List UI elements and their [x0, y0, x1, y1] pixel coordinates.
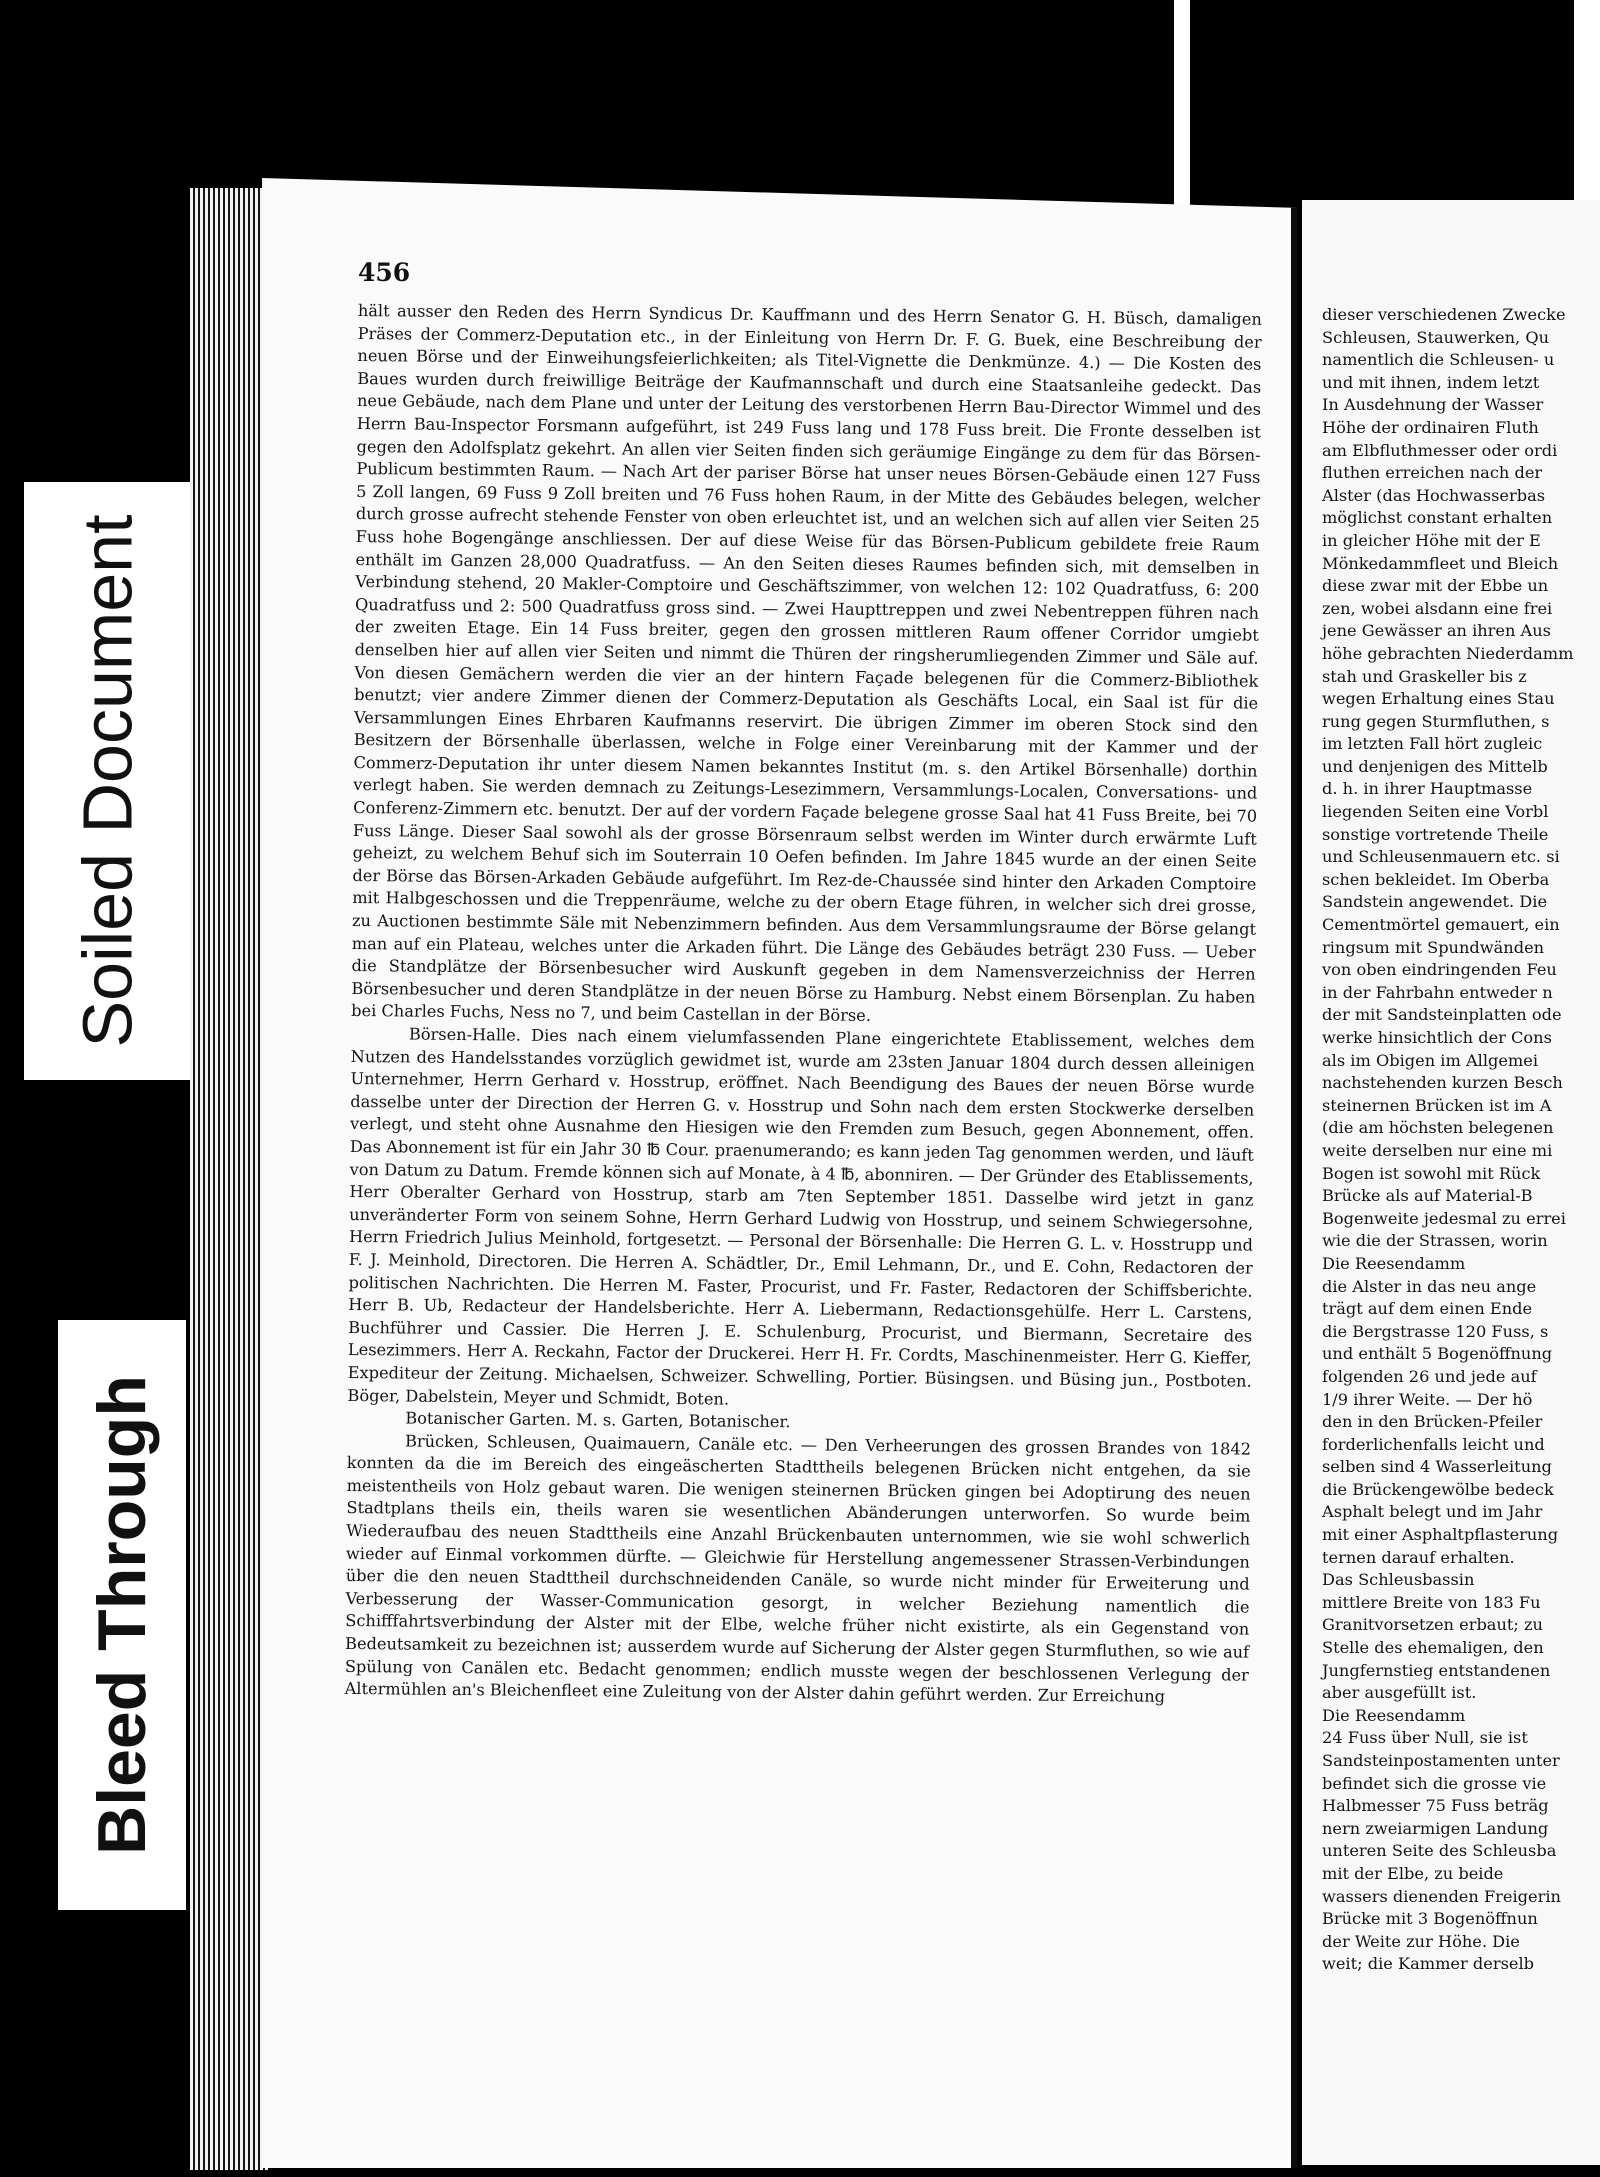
top-edge-strip: [1174, 0, 1190, 210]
right-page-line: Mönkedammfleet und Bleich: [1322, 553, 1559, 573]
right-page-line: der mit Sandsteinplatten ode: [1322, 1005, 1562, 1025]
right-page-line: rung gegen Sturmfluthen, s: [1322, 711, 1550, 731]
right-page-line: Bogen ist sowohl mit Rück: [1322, 1163, 1541, 1183]
right-page-line: in der Fahrbahn entweder n: [1322, 982, 1553, 1002]
right-page-line: Bogenweite jedesmal zu errei: [1322, 1208, 1566, 1228]
right-page-line: Granitvorsetzen erbaut; zu: [1322, 1615, 1543, 1635]
right-page-line: die Alster in das neu ange: [1322, 1276, 1537, 1296]
right-page-line: Das Schleusbassin: [1322, 1570, 1475, 1590]
right-page-line: nachstehenden kurzen Besch: [1322, 1073, 1563, 1093]
right-page-line: (die am höchsten belegenen: [1322, 1118, 1554, 1138]
right-page-line: steinernen Brücken ist im A: [1322, 1095, 1552, 1115]
right-page-line: nern zweiarmigen Landung: [1322, 1818, 1549, 1838]
right-page-line: die Bergstrasse 120 Fuss, s: [1322, 1321, 1549, 1341]
bleed-through-label: [58, 1320, 186, 1910]
right-page-line: fluthen erreichen nach der: [1322, 463, 1543, 483]
right-page-line: dieser verschiedenen Zwecke: [1322, 305, 1566, 324]
right-page-line: am Elbfluthmesser oder ordi: [1322, 440, 1558, 460]
right-page-line: Cementmörtel gemauert, ein: [1322, 915, 1560, 935]
right-page-line: mit der Elbe, zu beide: [1322, 1863, 1504, 1883]
right-page-line: Schleusen, Stauwerken, Qu: [1322, 327, 1550, 347]
right-page-line: wegen Erhaltung eines Stau: [1322, 689, 1555, 709]
right-page-line: zen, wobei alsdann eine frei: [1322, 598, 1553, 618]
right-page-line: Asphalt belegt und im Jahr: [1322, 1502, 1543, 1522]
right-page-line: aber ausgefüllt ist.: [1322, 1683, 1477, 1703]
right-page-line: der Weite zur Höhe. Die: [1322, 1931, 1520, 1951]
right-page-line: in gleicher Höhe mit der E: [1322, 530, 1541, 550]
right-page-line: Sandsteinpostamenten unter: [1322, 1751, 1560, 1770]
right-page-line: mit einer Asphaltpflasterung: [1322, 1525, 1559, 1545]
right-page-line: und enthält 5 Bogenöffnung: [1322, 1344, 1553, 1364]
right-page-line: 1/9 ihrer Weite. — Der hö: [1322, 1389, 1533, 1409]
right-page-line: wie die der Strassen, worin: [1322, 1231, 1548, 1251]
page-number: 456: [358, 258, 411, 287]
book-page-edges: [190, 188, 268, 2170]
right-page-line: Halbmesser 75 Fuss beträg: [1322, 1796, 1549, 1816]
paragraph-boersen-halle: Börsen-Halle. Dies nach einem vielumfassenden Plane eingerichtete Etablissement, welches dem Nutzen des Handelsstandes vorzüglich gewidmet ist, wurde am 23sten Januar 1804 durch dessen alleinigen Unternehmer, Herrn Gerhard v. Hosstrup, eröffnet. Nach Beendigung des Baues der neuen Börse wurde dasselbe unter der Direction der Herren G. v. Hosstrup und Sohn nach dem ersten Stockwerke derselben verlegt, und steht ohne Ausnahme den Hiesigen wie den Fremden zum Besuch, gegen Abonnement, offen. Das Abonnement ist für ein Jahr 30 ℔ Cour. praenumerando; es kann jeden Tag genommen werden, und läuft von Datum zu Datum. Fremde können sich auf Monate, à 4 ℔, abonniren. — Der Gründer des Etablissements, Herr Oberalter Gerhard von Hosstrup, starb am 7ten September 1851. Dasselbe wird jetzt in ganz unveränderter Form von seinem Sohne, Herrn Gerhard Ludwig von Hosstrup, und seinem Schwiegersohne, Herrn Friedrich Julius Meinhold, fortgesetzt. — Personal der Börsenhalle: Die Herren G. L. v. Hosstrupp und F. J. Meinhold, Directoren. Die Herren A. Schädtler, Dr., Emil Lehmann, Dr., und E. Cohn, Redactoren der politischen Nachrichten. Die Herren M. Faster, Procurist, und Fr. Faster, Redactoren der Schiffsberichte. Herr B. Ub, Redacteur der Handelsberichte. Herr A. Liebermann, Redactionsgehülfe. Herr L. Carstens, Buchführer und Cassier. Die Herren J. E. Schulenburg, Procurist, und Biermann, Secretaire des Lesezimmers. Herr A. Reckahn, Factor der Druckerei. Herr H. Fr. Cordts, Maschinenmeister. Herr G. Kieffer, Expediteur der Zeitung. Michaelsen, Schweizer. Schwelling, Portier. Büsingsen. und Büsing jun., Postboten. Böger, Dabelstein, Meyer und Schmidt, Boten.: [347, 1024, 1256, 1409]
right-page-line: weite derselben nur eine mi: [1322, 1140, 1553, 1160]
right-page-line: d. h. in ihrer Hauptmasse: [1322, 779, 1533, 799]
page-body-text: [345, 300, 1262, 1709]
right-page-line: liegenden Seiten eine Vorbl: [1322, 802, 1549, 822]
right-page-line: höhe gebrachten Niederdamm: [1322, 643, 1574, 663]
paragraph-boerse: hält ausser den Reden des Herrn Syndicus Dr. Kauffmann und des Herrn Senator G. H. Büsch, damaligen Präses der Commerz-Deputation etc., in der Einleitung von Herrn Dr. F. G. Buek, eine Beschreibung der neuen Börse und der Einweihungsfeierlichkeiten; als Titel-Vignette die Denkmünze. 4.) — Die Kosten des Baues wurden durch freiwillige Beiträge der Kaufmannschaft und durch eine Staatsanleihe gedeckt. Das neue Gebäude, nach dem Plane und unter der Leitung des verstorbenen Herrn Bau-Director Wimmel und des Herrn Bau-Inspector Forsmann aufgeführt, ist 249 Fuss lang und 178 Fuss breit. Die Fronte desselben ist gegen den Adolfsplatz gekehrt. An allen vier Seiten finden sich geräumige Eingänge zu dem für das Börsen-Publicum bestimmten Raum. — Nach Art der pariser Börse hat unser neues Börsen-Gebäude einen 127 Fuss 5 Zoll langen, 69 Fuss 9 Zoll breiten und 76 Fuss hohen Raum, in der Mitte des Gebäudes belegen, welcher durch grosse aufrecht stehende Fenster von oben erleuchtet ist, und an welchen sich auf allen vier Seiten 25 Fuss hohe Bogengänge anschliessen. Der auf diese Weise für das Börsen-Publicum gebildete freie Raum enthält im Ganzen 28,000 Quadratfuss. — An den Seiten dieses Raumes befinden sich, mit demselben in Verbindung stehend, 20 Makler-Comptoire und Geschäftszimmer, von welchen 12: 102 Quadratfuss, 6: 200 Quadratfuss und 2: 500 Quadratfuss gross sind. — Zwei Haupttreppen und zwei Nebentreppen führen nach der zweiten Etage. Ein 14 Fuss breiter, gegen den grossen mittleren Raum offener Corridor umgiebt denselben hier auf allen vier Seiten und nimmt die Thüren der ringsherumliegenden Zimmer und Säle auf. Von diesen Gemächern werden die vier an der hintern Façade belegenen für die Commerz-Bibliothek benutzt; vier andere Zimmer dienen der Commerz-Deputation als Geschäfts Local, ein Saal ist für die Versammlungen Eines Ehrbaren Kaufmanns reservirt. Die übrigen Zimmer im oberen Stock sind den Besitzern der Börsenhalle überlassen, welche in Folge einer Vereinbarung mit der Kammer und der Commerz-Deputation ihr unter diesem Namen bekanntes Institut (m. s. den Artikel Börsenhalle) dorthin verlegt haben. Sie werden demnach zu Zeitungs-Lesezimmern, Versammlungs-Localen, Conversations- und Conferenz-Zimmern etc. benutzt. Der auf der vordern Façade belegene grosse Saal hat 41 Fuss Breite, bei 70 Fuss Länge. Dieser Saal sowohl als der grosse Börsenraum selbst werden im Winter durch erwärmte Luft geheizt, zu welchem Behuf sich im Souterrain 10 Oefen befinden. Im Jahre 1845 wurde an der einen Seite der Börse das Börsen-Arkaden Gebäude aufgeführt. Im Rez-de-Chaussée sind hinter den Arkaden Comptoire mit Halbgeschossen und die Treppenräume, welche zu der obern Etage führen, in welcher sich drei grosse, zu Auctionen bestimmte Säle mit Nebenzimmern befinden. Aus dem Versammlungsraume der Börse gelangt man auf ein Plateau, welches unter die Arkaden führt. Die Länge des Gebäudes beträgt 230 Fuss. — Ueber die Standplätze der Börsenbesucher wird Auskunft gegeben in dem Namensverzeichniss der Herren Börsenbesucher und deren Standplätze in der neuen Börse zu Hamburg. Nebst einem Börsenplan. Zu haben bei Charles Fuchs, Ness no 7, und beim Castellan in der Börse.: [351, 300, 1262, 1026]
right-page-line: den in den Brücken-Pfeiler: [1322, 1412, 1543, 1432]
right-page-line: trägt auf dem einen Ende: [1322, 1299, 1533, 1319]
right-page-line: im letzten Fall hört zugleic: [1322, 734, 1543, 754]
right-page-line: selben sind 4 Wasserleitung: [1322, 1457, 1552, 1477]
right-page-line: unteren Seite des Schleusba: [1322, 1841, 1557, 1861]
right-page-line: ringsum mit Spundwänden: [1322, 937, 1545, 957]
right-page-line: Die Reesendamm: [1322, 1253, 1466, 1273]
right-page-line: und mit ihnen, indem letzt: [1322, 372, 1540, 392]
right-page-line: und Schleusenmauern etc. si: [1322, 847, 1560, 867]
paragraph-botanischer-garten: Botanischer Garten. M. s. Garten, Botanischer.: [405, 1408, 791, 1432]
right-page-line: als im Obigen im Allgemei: [1322, 1050, 1539, 1070]
right-page-line: befindet sich die grosse vie: [1322, 1773, 1547, 1793]
right-page-line: mittlere Breite von 183 Fu: [1322, 1592, 1541, 1612]
soiled-document-label: [24, 482, 192, 1080]
right-page-line: namentlich die Schleusen- u: [1322, 350, 1555, 370]
right-page-line: schen bekleidet. Im Oberba: [1322, 869, 1550, 889]
right-page-line: diese zwar mit der Ebbe un: [1322, 576, 1549, 596]
right-page-line: sonstige vortretende Theile: [1322, 824, 1549, 844]
right-page-line: ternen darauf erhalten.: [1322, 1547, 1515, 1567]
right-page-text: [1322, 304, 1600, 1976]
right-page-line: von oben eindringenden Feu: [1322, 960, 1557, 980]
right-page-line: möglichst constant erhalten: [1322, 508, 1553, 528]
right-page-line: Alster (das Hochwasserbas: [1322, 485, 1546, 505]
right-page-line: Die Reesendamm: [1322, 1705, 1466, 1725]
right-page-line: Stelle des ehemaligen, den: [1322, 1638, 1544, 1658]
right-page: [1302, 200, 1600, 2165]
right-page-line: werke hinsichtlich der Cons: [1322, 1028, 1552, 1047]
right-page-line: Brücke mit 3 Bogenöffnun: [1322, 1909, 1538, 1929]
right-page-line: forderlichenfalls leicht und: [1322, 1434, 1545, 1454]
right-page-line: Brücke als auf Material-B: [1322, 1186, 1533, 1206]
bleed-through-text: Bleed Through: [84, 1375, 161, 1855]
right-page-line: 24 Fuss über Null, sie ist: [1322, 1728, 1528, 1748]
right-page-line: und denjenigen des Mittelb: [1322, 756, 1548, 776]
right-page-line: Sandstein angewendet. Die: [1322, 892, 1548, 912]
soiled-document-text: Soiled Document: [69, 514, 148, 1048]
right-page-line: Höhe der ordinairen Fluth: [1322, 417, 1539, 437]
right-page-line: folgenden 26 und jede auf: [1322, 1366, 1537, 1386]
right-page-line: weit; die Kammer derselb: [1322, 1954, 1534, 1974]
right-page-line: die Brückengewölbe bedeck: [1322, 1479, 1554, 1499]
paragraph-bruecken: Brücken, Schleusen, Quaimauern, Canäle etc. — Den Verheerungen des grossen Brandes von 1842 konnten da die im Bereich des eingeäscherten Stadttheils belegenen Brücken nicht entgehen, da sie meistentheils von Holz gebaut waren. Die wenigen steinernen Brücken gingen bei Adoptirung des neuen Stadtplans theils ein, theils waren sie wesentlichen Abänderungen unterworfen. So wurde beim Wiederaufbau des neuen Stadttheils eine Anzahl Brückenbauten unternommen, wie sie wohl schwerlich wieder auf Einmal vorkommen dürfte. — Gleichwie für Herstellung angemessener Strassen-Verbindungen über die den neuen Stadttheil durchschneidenden Canäle, so wurde nicht minder für Erweiterung und Verbesserung der Wasser-Communication gesorgt, in welcher Beziehung namentlich die Schifffahrtsverbindung der Alster mit der Elbe, welche früher nicht existirte, als ein Gegenstand von Bedeutsamkeit zu bezeichnen ist; ausserdem wurde auf Sicherung der Alster gegen Sturmfluthen, so wie auf Spülung von Canälen etc. Bedacht genommen; endlich musste wegen der beschlossenen Verlegung der Altermühlen an's Bleichenfleet eine Zuleitung von der Alster dahin geführt werden. Zur Erreichung: [344, 1431, 1252, 1707]
right-page-line: stah und Graskeller bis z: [1322, 666, 1527, 686]
right-page-line: Jungfernstieg entstandenen: [1322, 1660, 1551, 1680]
right-page-line: jene Gewässer an ihren Aus: [1322, 621, 1551, 641]
right-page-line: In Ausdehnung der Wasser: [1322, 395, 1544, 415]
right-page-line: wassers dienenden Freigerin: [1322, 1886, 1561, 1906]
